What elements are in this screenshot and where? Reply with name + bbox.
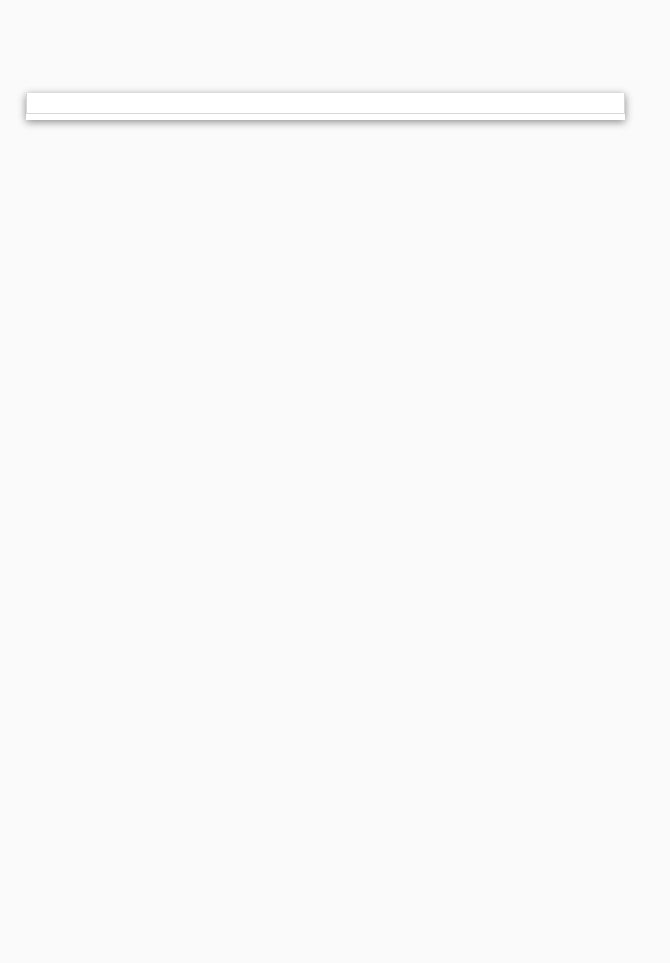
watermarks-section bbox=[26, 93, 625, 114]
config-panel bbox=[26, 93, 625, 120]
